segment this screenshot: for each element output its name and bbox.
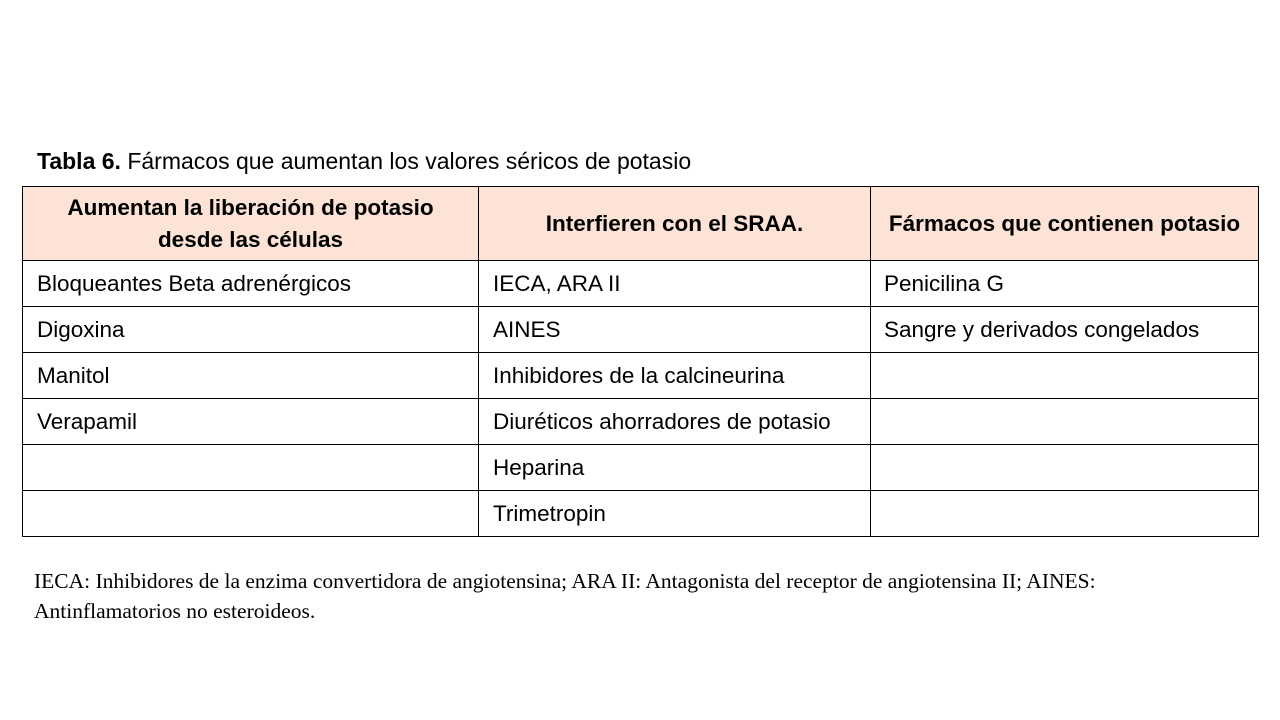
table-cell: Diuréticos ahorradores de potasio (479, 399, 871, 445)
table-cell (871, 353, 1259, 399)
table-row (23, 399, 1259, 445)
table-cell: Penicilina G (871, 261, 1259, 307)
table-cell: Manitol (23, 353, 479, 399)
table-cell: Verapamil (23, 399, 479, 445)
table-cell: Sangre y derivados congelados (871, 307, 1259, 353)
table-cell (871, 399, 1259, 445)
table-cell (871, 491, 1259, 537)
table-header-row (23, 187, 1259, 261)
header-release-potassium: Aumentan la liberación de potasio desde las células (23, 187, 479, 261)
table-row (23, 491, 1259, 537)
table-cell: Digoxina (23, 307, 479, 353)
table-row (23, 261, 1259, 307)
table-row (23, 445, 1259, 491)
table-title: Fármacos que aumentan los valores séricos de potasio (120, 148, 692, 174)
table-cell: Trimetropin (479, 491, 871, 537)
table-number: Tabla 6. (37, 148, 121, 174)
table-cell: Inhibidores de la calcineurina (479, 353, 871, 399)
table-row (23, 353, 1259, 399)
table-cell: Heparina (479, 445, 871, 491)
table-caption (37, 147, 691, 175)
drug-table (22, 186, 1259, 537)
table-cell: Bloqueantes Beta adrenérgicos (23, 261, 479, 307)
table-cell (23, 491, 479, 537)
table-cell: AINES (479, 307, 871, 353)
table-cell: IECA, ARA II (479, 261, 871, 307)
table-cell (871, 445, 1259, 491)
table-footnote: IECA: Inhibidores de la enzima convertidora de angiotensina; ARA II: Antagonista del receptor de angiotensina II; AINES: Antinflamatorios no esteroideos. (34, 569, 1096, 623)
table-cell (23, 445, 479, 491)
table-row (23, 307, 1259, 353)
header-sraa: Interfieren con el SRAA. (479, 187, 871, 261)
header-contain-potassium: Fármacos que contienen potasio (871, 187, 1259, 261)
